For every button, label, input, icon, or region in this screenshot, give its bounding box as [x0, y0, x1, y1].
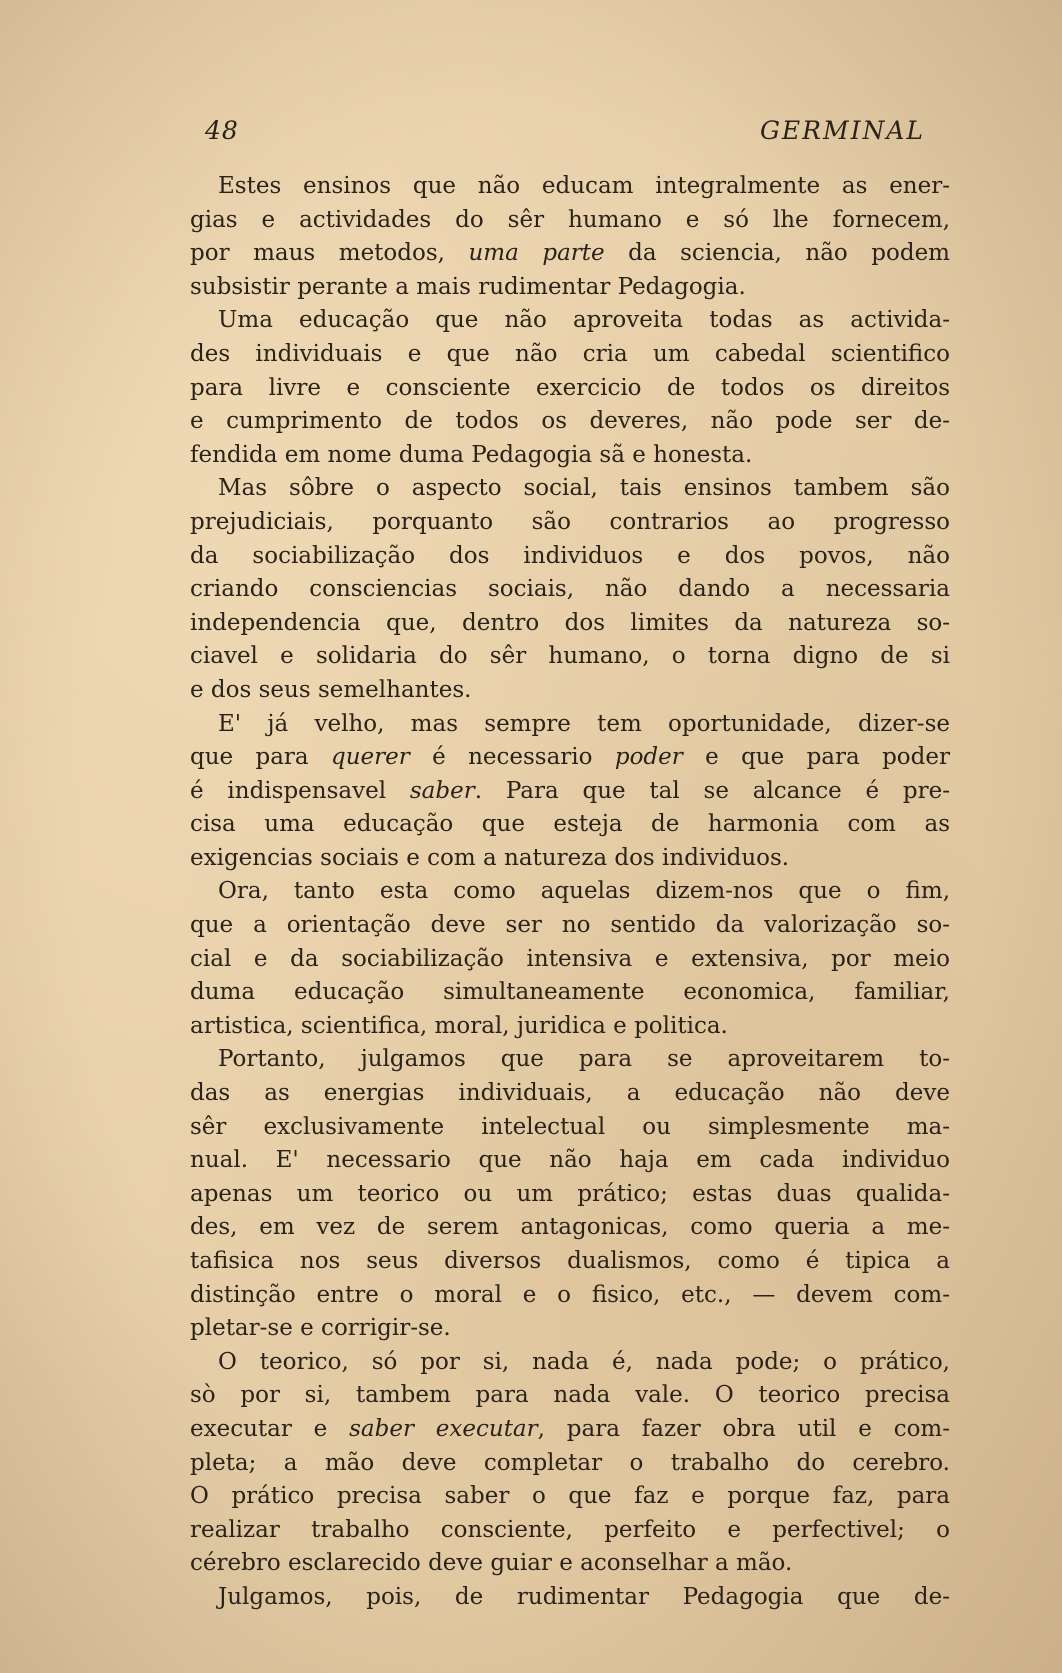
text-line: sêr exclusivamente intelectual ou simplesmente ma- [190, 1113, 950, 1140]
text-line: Estes ensinos que não educam integralmente as ener- [218, 173, 950, 199]
text-line: subsistir perante a mais rudimentar Pedagogia. [190, 273, 746, 300]
running-head [205, 116, 925, 156]
text-line: por maus metodos, uma parte da sciencia, não podem [190, 240, 950, 267]
text-line: realizar trabalho consciente, perfeito e perfectivel; o [190, 1516, 950, 1543]
text-line: tafisica nos seus diversos dualismos, como é tipica a [190, 1248, 950, 1274]
text-line: Mas sôbre o aspecto social, tais ensinos tambem são [218, 475, 950, 502]
text-line: O prático precisa saber o que faz e porque faz, para [190, 1483, 950, 1510]
text-line: e dos seus semelhantes. [190, 676, 472, 703]
text-line: executar e saber executar, para fazer obra util e com- [190, 1415, 950, 1442]
text-line: da sociabilização dos individuos e dos povos, não [190, 542, 950, 569]
text-line: cial e da sociabilização intensiva e extensiva, por meio [190, 945, 950, 972]
text-line: E' já velho, mas sempre tem oportunidade, dizer-se [218, 710, 950, 737]
text-line: exigencias sociais e com a natureza dos individuos. [190, 844, 790, 871]
text-line: des, em vez de serem antagonicas, como queria a me- [190, 1214, 950, 1241]
text-line: Ora, tanto esta como aquelas dizem-nos que o fim, [218, 878, 950, 905]
text-line: é indispensavel saber. Para que tal se alcance é pre- [190, 777, 950, 804]
text-line: para livre e consciente exercicio de todos os direitos [190, 374, 950, 401]
text-line: apenas um teorico ou um prático; estas duas qualida- [190, 1180, 950, 1207]
text-line: cisa uma educação que esteja de harmonia com as [190, 811, 950, 838]
text-line: e cumprimento de todos os deveres, não pode ser de- [190, 408, 950, 435]
text-line: artistica, scientifica, moral, juridica e politica. [190, 1012, 728, 1039]
text-line: sò por si, tambem para nada vale. O teorico precisa [190, 1382, 950, 1409]
body-text [190, 170, 950, 1615]
text-line: Julgamos, pois, de rudimentar Pedagogia que de- [218, 1583, 950, 1610]
text-line: Portanto, julgamos que para se aproveitarem to- [218, 1046, 950, 1073]
text-line: pletar-se e corrigir-se. [190, 1315, 451, 1342]
text-line: fendida em nome duma Pedagogia sã e honesta. [190, 441, 753, 468]
text-line: das as energias individuais, a educação não deve [190, 1080, 950, 1107]
text-line: O teorico, só por si, nada é, nada pode; o prático, [218, 1348, 950, 1375]
text-line: nual. E' necessario que não haja em cada individuo [190, 1147, 950, 1174]
text-line: que para querer é necessario poder e que para poder [190, 744, 950, 771]
text-line: independencia que, dentro dos limites da natureza so- [190, 609, 950, 636]
text-line: duma educação simultaneamente economica, familiar, [190, 979, 950, 1006]
page-number: 48 [205, 116, 239, 145]
text-line: prejudiciais, porquanto são contrarios ao progresso [190, 508, 950, 535]
text-line: gias e actividades do sêr humano e só lhe fornecem, [190, 206, 950, 233]
text-line: pleta; a mão deve completar o trabalho do cerebro. [190, 1449, 950, 1476]
text-line: Uma educação que não aproveita todas as activida- [218, 307, 950, 334]
text-line: des individuais e que não cria um cabedal scientifico [190, 340, 950, 367]
text-line: que a orientação deve ser no sentido da valorização so- [190, 912, 950, 939]
text-line: cérebro esclarecido deve guiar e aconselhar a mão. [190, 1550, 793, 1577]
text-line: ciavel e solidaria do sêr humano, o torna digno de si [190, 643, 950, 670]
text-line: distinção entre o moral e o fisico, etc., — devem com- [190, 1281, 950, 1308]
running-title: GERMINAL [759, 116, 925, 145]
text-line: criando consciencias sociais, não dando a necessaria [190, 576, 950, 603]
